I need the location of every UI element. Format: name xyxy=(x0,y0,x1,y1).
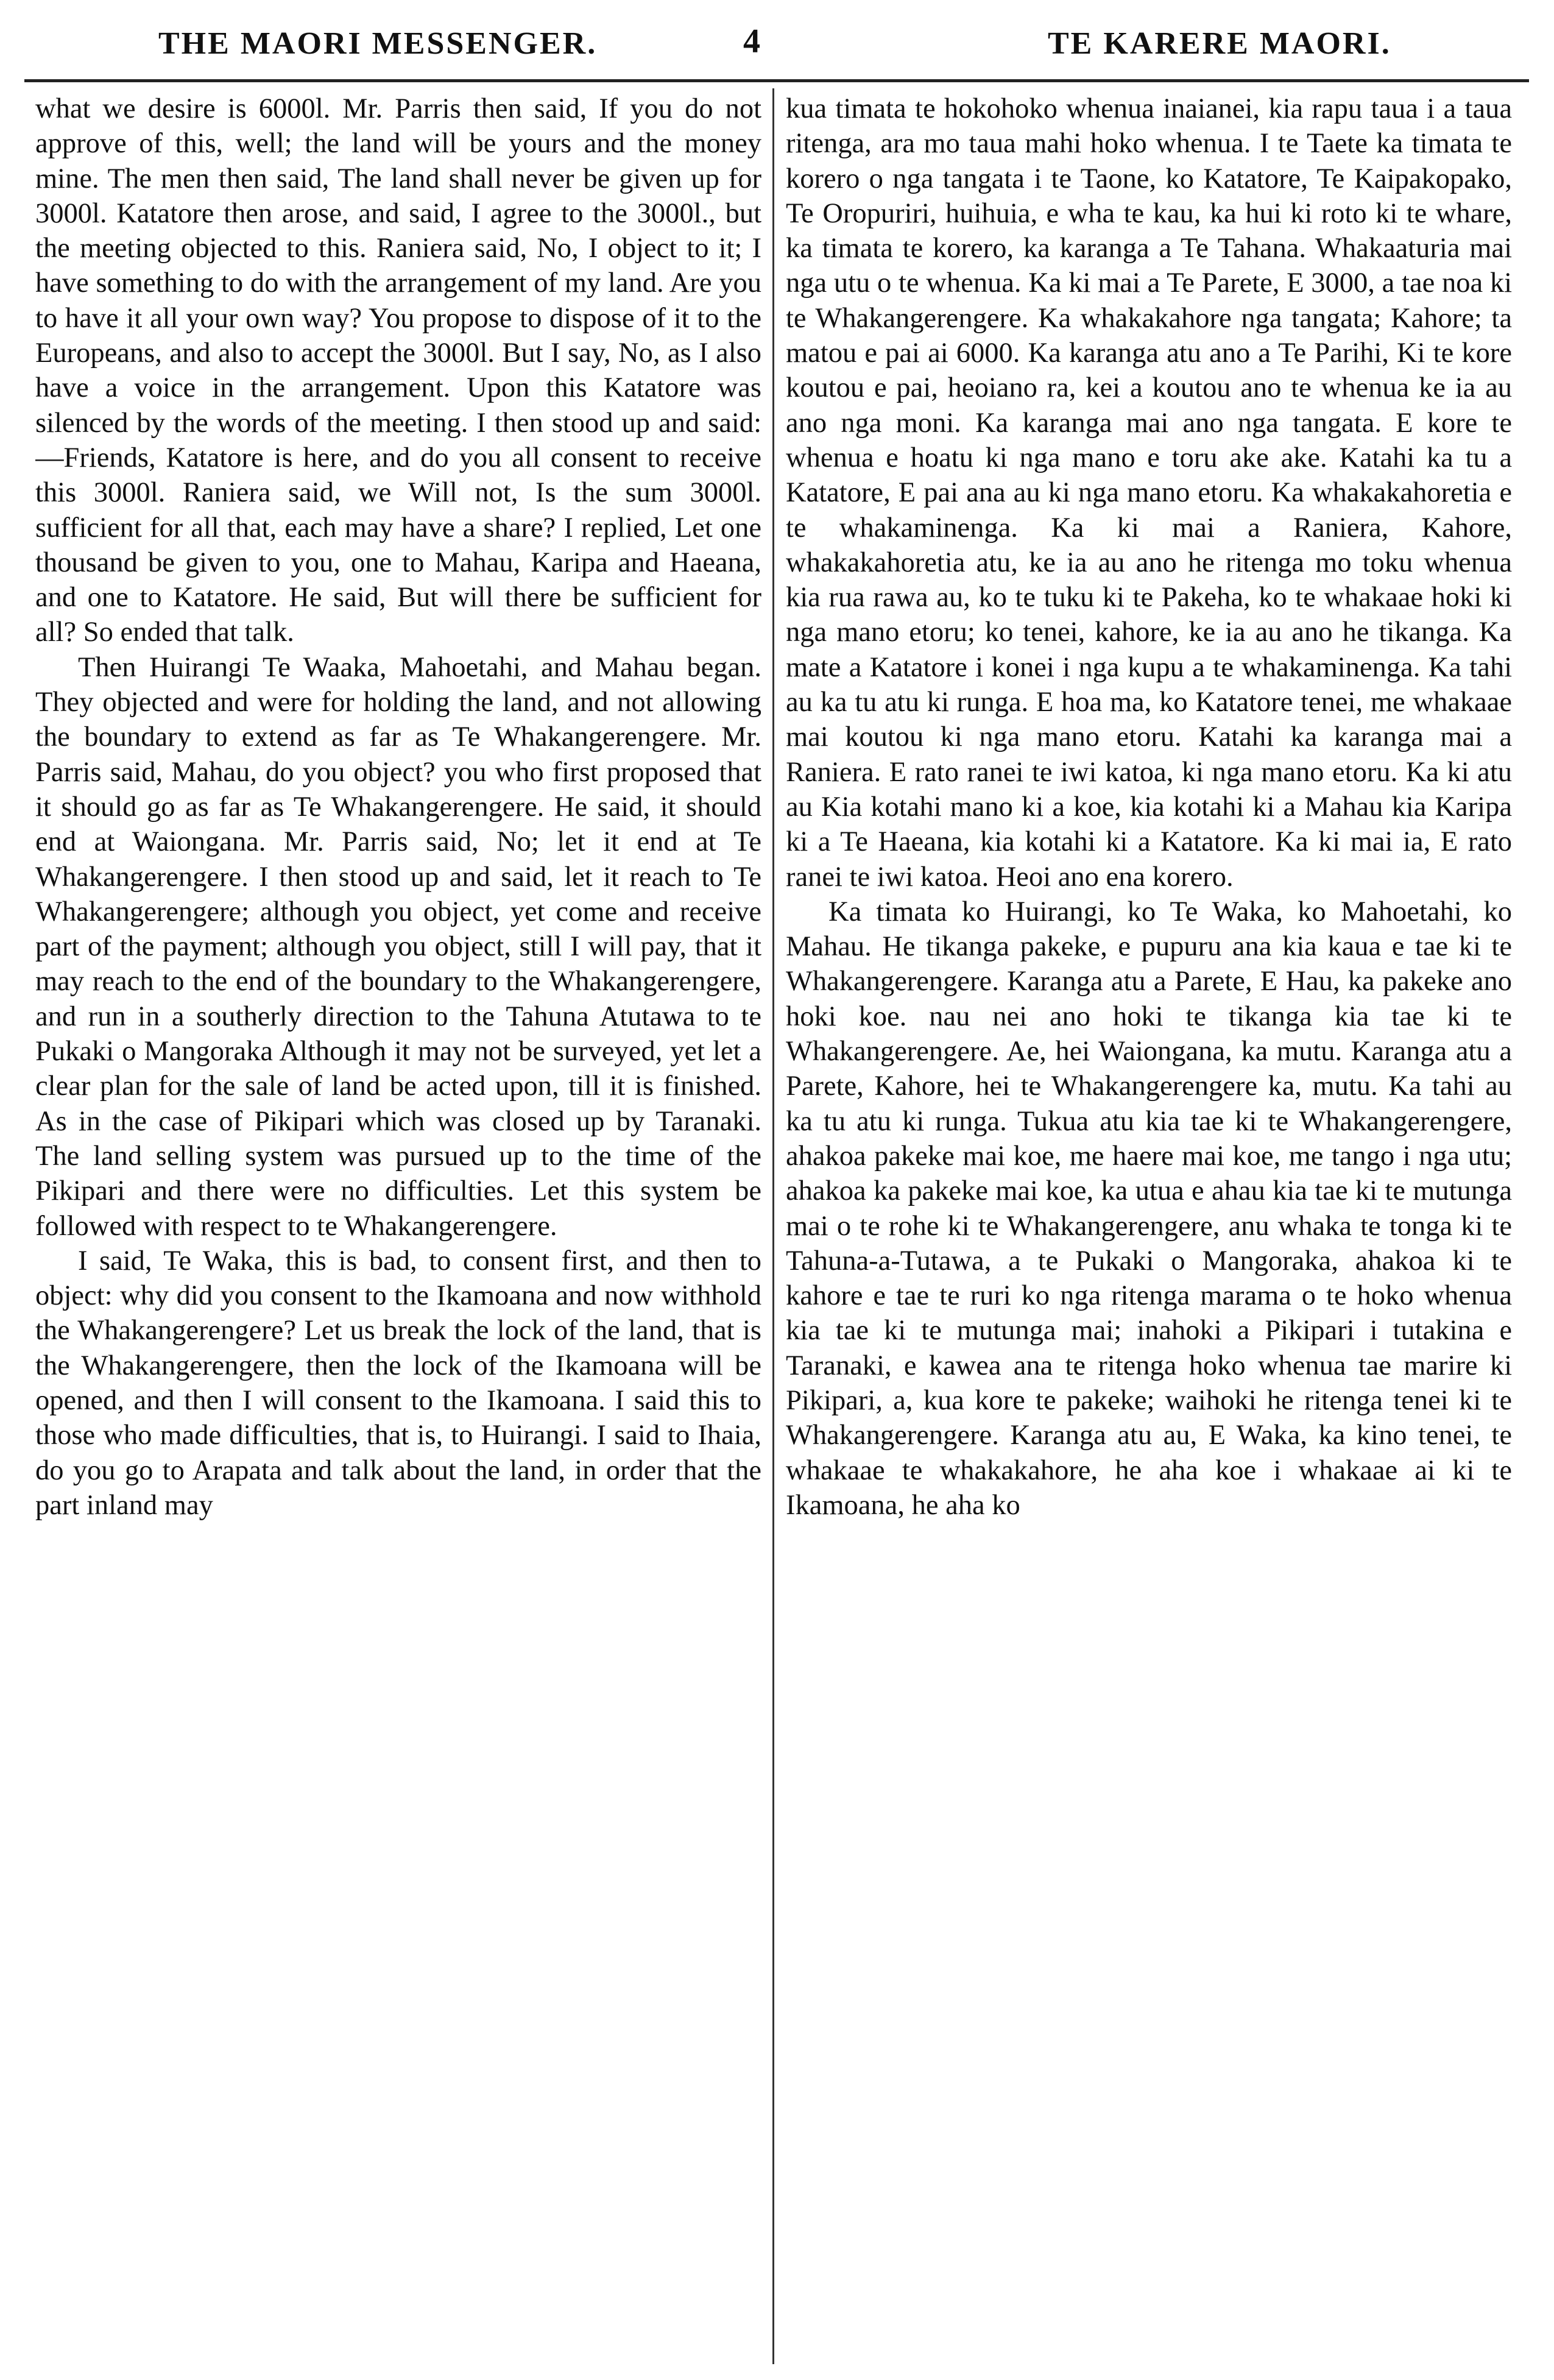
maori-paragraph-1: kua timata te hokohoko whenua inaianei, kia rapu taua i a taua ritenga, ara mo taua mahi hoko whenua. I te Taete ka timata te korero o nga tangata i te Taone, ko Katatore, Te Kaipakopako, Te Oropuriri, huihuia, e wha te kau, ka hui ki roto ki te whare, ka timata te korero, ka karanga a Te Tahana. Whakaaturia mai nga utu o te whenua. Ka ki mai a Te Parete, E 3000, a tae noa ki te Whakangerengere. Ka whakakahore nga tangata; Kahore; ta matou e pai ai 6000. Ka karanga atu ano a Te Parihi, Ki te kore koutou e pai, heoiano ra, kei a koutou ano te whenua ke ia au ano nga moni. Ka karanga mai ano nga tangata. E kore te whenua e hoatu ki nga mano e toru ake ake. Katahi ka tu a Katatore, E pai ana au ki nga mano etoru. Ka whakakahoretia e te whakaminenga. Ka ki mai a Raniera, Kahore, whakakahoretia atu, ke ia au ano he ritenga mo toku whenua kia rua rawa au, ko te tuku ki te Pakeha, ko te whakaae hoki ki nga mano etoru; ko tenei, kahore, ke ia au ano he tikanga. Ka mate a Katatore i konei i nga kupu a te whakaminenga. Ka tahi au ka tu atu ki runga. E hoa ma, ko Katatore tenei, me whakaae mai koutou ki nga mano etoru. Katahi ka karanga mai a Raniera. E rato ranei te iwi katoa, ki nga mano etoru. Ka ki atu au Kia kotahi mano ki a koe, kia kotahi ki a Mahau kia Karipa ki a Te Haeana, kia kotahi ki a Katatore. Ka ki mai ia, E rato ranei te iwi katoa. Heoi ano ena korero. xyxy=(786,93,1512,893)
english-paragraph-3: I said, Te Waka, this is bad, to consent first, and then to object: why did you consent to the Ikamoana and now withhold the Whakangerengere? Let us break the lock of the land, that is the Whakangerengere, then the lock of the Ikamoana will be opened, and then I will consent to the Ikamoana. I said this to those who made difficulties, that is, to Huirangi. I said to Ihaia, do you go to Arapata and talk about the land, in order that the part inland may xyxy=(35,1245,761,1521)
masthead-maori-title: TE KARERE MAORI. xyxy=(1048,26,1391,61)
english-column xyxy=(35,91,761,2364)
maori-column xyxy=(786,91,1512,2364)
masthead-english-title: THE MAORI MESSENGER. xyxy=(158,26,598,61)
masthead-rule xyxy=(24,79,1529,82)
masthead xyxy=(122,13,1511,74)
page-number: 4 xyxy=(743,23,760,60)
column-divider xyxy=(772,88,774,2364)
english-paragraph-1: what we desire is 6000l. Mr. Parris then said, If you do not approve of this, well; the land will be yours and the money mine. The men then said, The land shall never be given up for 3000l. Katatore then arose, and said, I agree to the 3000l., but the meeting objected to this. Raniera said, No, I object to it; I have something to do with the arrangement of my land. Are you to have it all your own way? You propose to dispose of it to the Europeans, and also to accept the 3000l. But I say, No, as I also have a voice in the arrangement. Upon this Katatore was silenced by the words of the meeting. I then stood up and said:—Friends, Katatore is here, and do you all consent to receive this 3000l. Raniera said, we Will not, Is the sum 3000l. sufficient for all that, each may have a share? I replied, Let one thousand be given to you, one to Mahau, Karipa and Haeana, and one to Katatore. He said, But will there be sufficient for all? So ended that talk. xyxy=(35,93,761,648)
english-paragraph-2: Then Huirangi Te Waaka, Mahoetahi, and Mahau began. They objected and were for holding the land, and not allowing the boundary to extend as far as Te Whakangerengere. Mr. Parris said, Mahau, do you object? you who first proposed that it should go as far as Te Whakangerengere. He said, it should end at Waiongana. Mr. Parris said, No; let it end at Te Whakangerengere. I then stood up and said, let it reach to Te Whakangerengere; although you object, yet come and receive part of the payment; although you object, still I will pay, that it may reach to the end of the boundary to the Whakangerengere, and run in a southerly direction to the Tahuna Atutawa to te Pukaki o Mangoraka Although it may not be surveyed, yet let a clear plan for the sale of land be acted upon, till it is finished. As in the case of Pikipari which was closed up by Taranaki. The land selling system was pursued up to the time of the Pikipari and there were no difficulties. Let this system be followed with respect to te Whakangerengere. xyxy=(35,651,761,1242)
maori-paragraph-2: Ka timata ko Huirangi, ko Te Waka, ko Mahoetahi, ko Mahau. He tikanga pakeke, e pupuru ana kia kaua e tae ki te Whakangerengere. Karanga atu a Parete, E Hau, ka pakeke ano hoki koe. nau nei ano hoki te tikanga kia tae ki te Whakangerengere. Ae, hei Waiongana, ka mutu. Karanga atu a Parete, Kahore, hei te Whakangerengere ka, mutu. Ka tahi au ka tu atu ki runga. Tukua atu kia tae ki te Whakangerengere, ahakoa pakeke mai koe, me haere mai koe, me tango i nga utu; ahakoa ka pakeke mai koe, ka utua e ahau kia tae ki te mutunga mai o te rohe ki te Whakangerengere, anu whaka te tonga ki te Tahuna-a-Tutawa, a te Pukaki o Mangoraka, ahakoa ki te kahore e tae te ruri ko nga ritenga marama o te hoko whenua kia tae ki te mutunga mai; inahoki a Pikipari i tutakina e Taranaki, e kawea ana te ritenga hoko whenua tae marire ki Pikipari, a, kua kore te pakeke; waihoki he ritenga tenei ki te Whakangerengere. Karanga atu au, E Waka, ka kino tenei, te whakaae te whakakahore, he aha koe i whakaae ai ki te Ikamoana, he aha ko xyxy=(786,896,1512,1521)
